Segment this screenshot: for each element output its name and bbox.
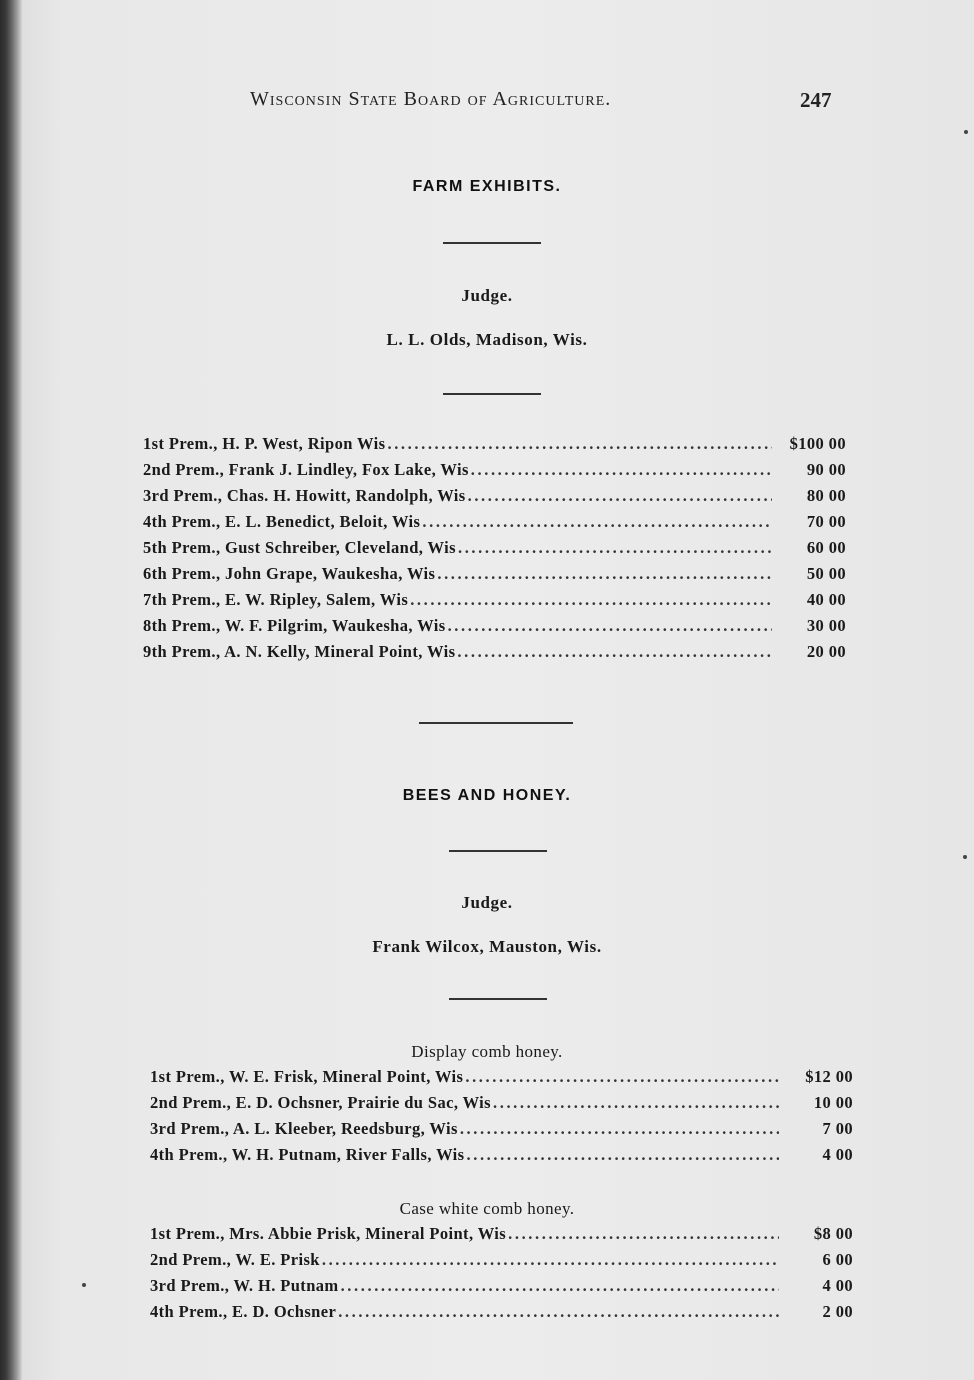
premium-description: 4th Prem., W. H. Putnam, River Falls, Wis (150, 1145, 465, 1164)
premium-entry (143, 434, 846, 460)
running-head: Wisconsin State Board of Agriculture. (250, 88, 612, 110)
premium-description: 2nd Prem., Frank J. Lindley, Fox Lake, Wis (143, 460, 469, 479)
leader-dots (457, 642, 772, 662)
divider (449, 998, 547, 1000)
premium-amount: 6 00 (822, 1250, 853, 1269)
leader-dots (493, 1093, 779, 1113)
premium-amount: 80 00 (806, 486, 846, 505)
premium-entry (150, 1145, 853, 1171)
leader-dots (410, 590, 772, 610)
premium-description: 2nd Prem., W. E. Prisk (150, 1250, 320, 1269)
premium-amount: 90 00 (806, 460, 846, 479)
leader-dots (460, 1119, 779, 1139)
premium-description: 3rd Prem., A. L. Kleeber, Reedsburg, Wis (150, 1119, 458, 1138)
farm-exhibits-premium-list (143, 434, 846, 668)
leader-dots (322, 1250, 779, 1270)
judge-name: Frank Wilcox, Mauston, Wis. (372, 937, 602, 956)
premium-entry (150, 1224, 853, 1250)
leader-dots (468, 486, 772, 506)
display-comb-honey-premium-list (150, 1067, 853, 1171)
premium-entry (143, 564, 846, 590)
premium-amount: 4 00 (822, 1145, 853, 1164)
section-heading-farm-exhibits: FARM EXHIBITS. (412, 178, 562, 195)
premium-amount: 40 00 (806, 590, 846, 609)
premium-entry (143, 486, 846, 512)
premium-entry (150, 1302, 853, 1328)
leader-dots (508, 1224, 779, 1244)
premium-amount: 7 00 (822, 1119, 853, 1138)
premium-amount: 4 00 (822, 1276, 853, 1295)
judge-label: Judge. (461, 286, 513, 305)
premium-amount: $8 00 (813, 1224, 853, 1243)
premium-amount: $12 00 (805, 1067, 853, 1086)
leader-dots (387, 434, 772, 454)
leader-dots (467, 1145, 780, 1165)
paper-speck (82, 1283, 86, 1287)
premium-description: 7th Prem., E. W. Ripley, Salem, Wis (143, 590, 409, 609)
judge-name: L. L. Olds, Madison, Wis. (386, 330, 588, 349)
premium-entry (150, 1250, 853, 1276)
premium-entry (143, 460, 846, 486)
premium-entry (143, 642, 846, 668)
paper-speck (964, 130, 968, 134)
leader-dots (437, 564, 772, 584)
leader-dots (448, 616, 772, 636)
page-number: 247 (800, 88, 832, 112)
premium-description: 1st Prem., Mrs. Abbie Prisk, Mineral Point, Wis (150, 1224, 507, 1243)
premium-entry (143, 512, 846, 538)
leader-dots (422, 512, 772, 532)
divider (449, 850, 547, 852)
judge-label: Judge. (461, 893, 513, 912)
premium-entry (143, 616, 846, 642)
premium-amount: 2 00 (822, 1302, 853, 1321)
premium-amount: 70 00 (806, 512, 846, 531)
premium-entry (150, 1119, 853, 1145)
premium-amount: $100 00 (789, 434, 846, 453)
page-binding-shadow (0, 0, 22, 1380)
leader-dots (471, 460, 772, 480)
premium-entry (150, 1276, 853, 1302)
leader-dots (338, 1302, 779, 1322)
premium-amount: 60 00 (806, 538, 846, 557)
leader-dots (458, 538, 772, 558)
premium-description: 4th Prem., E. L. Benedict, Beloit, Wis (143, 512, 421, 531)
premium-entry (143, 538, 846, 564)
paper-speck (963, 855, 967, 859)
premium-amount: 30 00 (806, 616, 846, 635)
divider (443, 393, 541, 395)
divider (419, 722, 573, 724)
subsection-title-display-comb-honey: Display comb honey. (411, 1042, 563, 1061)
case-white-comb-honey-premium-list (150, 1224, 853, 1328)
premium-description: 3rd Prem., W. H. Putnam (150, 1276, 339, 1295)
premium-description: 3rd Prem., Chas. H. Howitt, Randolph, Wis (143, 486, 466, 505)
premium-entry (143, 590, 846, 616)
leader-dots (341, 1276, 779, 1296)
premium-amount: 10 00 (813, 1093, 853, 1112)
premium-amount: 20 00 (806, 642, 846, 661)
premium-description: 4th Prem., E. D. Ochsner (150, 1302, 337, 1321)
premium-description: 5th Prem., Gust Schreiber, Cleveland, Wis (143, 538, 456, 557)
premium-entry (150, 1093, 853, 1119)
leader-dots (465, 1067, 779, 1087)
premium-entry (150, 1067, 853, 1093)
divider (443, 242, 541, 244)
subsection-title-case-white-comb-honey: Case white comb honey. (399, 1199, 575, 1218)
premium-description: 9th Prem., A. N. Kelly, Mineral Point, Wis (143, 642, 456, 661)
premium-description: 1st Prem., W. E. Frisk, Mineral Point, Wis (150, 1067, 464, 1086)
premium-description: 1st Prem., H. P. West, Ripon Wis (143, 434, 386, 453)
premium-description: 2nd Prem., E. D. Ochsner, Prairie du Sac, Wis (150, 1093, 491, 1112)
premium-amount: 50 00 (806, 564, 846, 583)
premium-description: 8th Prem., W. F. Pilgrim, Waukesha, Wis (143, 616, 446, 635)
section-heading-bees-and-honey: BEES AND HONEY. (402, 787, 572, 804)
premium-description: 6th Prem., John Grape, Waukesha, Wis (143, 564, 436, 583)
